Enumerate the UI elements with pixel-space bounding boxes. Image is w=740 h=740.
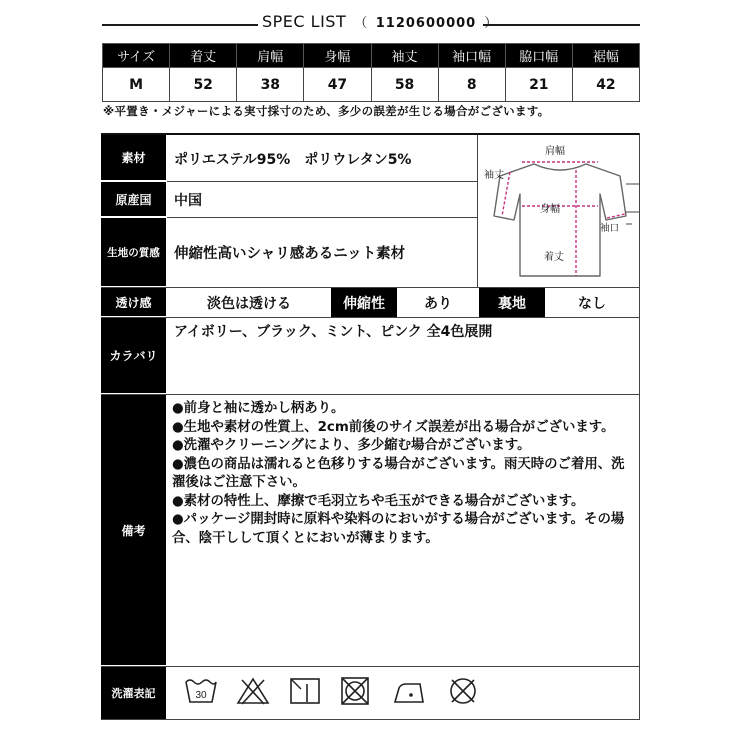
spec-frame-top xyxy=(101,133,640,135)
size-header-cell: 肩幅 xyxy=(237,44,304,68)
remark-item: ●前身と袖に透かし柄あり。 xyxy=(172,401,345,416)
spec-frame-right-bottom xyxy=(639,287,640,720)
size-table-header xyxy=(103,44,640,68)
material-value: ポリエステル95% ポリウレタン5% xyxy=(174,152,412,168)
paren-close: ） xyxy=(484,16,498,31)
spec-frame-bottom xyxy=(101,719,640,720)
wash-temp-label: 30 xyxy=(195,690,207,701)
size-cell: 21 xyxy=(505,68,572,102)
header-rule-left xyxy=(102,24,258,26)
wash-30-icon xyxy=(184,676,218,706)
size-table-row xyxy=(103,68,640,102)
no-tumble-dry-icon xyxy=(338,676,372,706)
size-header-cell: 袖丈 xyxy=(371,44,438,68)
label-sheer: 透け感 xyxy=(101,288,166,316)
iron-low-icon xyxy=(392,676,426,706)
row-divider xyxy=(101,317,640,318)
no-dry-clean-icon xyxy=(446,676,480,706)
row-divider xyxy=(167,217,477,218)
lining-label: 裏地 xyxy=(479,288,545,317)
size-cell: 8 xyxy=(438,68,505,102)
row-divider xyxy=(101,666,640,667)
size-header-cell: 脇口幅 xyxy=(505,44,572,68)
diagram-label-cuff: 袖口 xyxy=(600,223,620,234)
size-cell: 58 xyxy=(371,68,438,102)
sheer-value: 淡色は透ける xyxy=(207,295,291,312)
tshirt-illustration xyxy=(480,136,640,286)
row-divider xyxy=(167,181,477,182)
size-header-cell: 袖口幅 xyxy=(438,44,505,68)
diagram-label-length: 着丈 xyxy=(544,252,564,263)
label-colors: カラバリ xyxy=(101,318,166,393)
size-cell: 52 xyxy=(170,68,237,102)
remark-item: ●濃色の商品は濡れると色移りする場合がございます。雨天時のご着用、洗濯後はご注意下さい。 xyxy=(172,456,625,490)
title-text: SPEC LIST xyxy=(262,12,347,31)
size-cell: 47 xyxy=(304,68,371,102)
diagram-label-body: 身幅 xyxy=(540,204,560,215)
stretch-label: 伸縮性 xyxy=(331,288,397,317)
size-header-cell: 身幅 xyxy=(304,44,371,68)
stretch-value: あり xyxy=(424,295,452,312)
no-bleach-icon xyxy=(236,676,270,706)
diagram-label-shoulder: 肩幅 xyxy=(545,146,565,157)
texture-value: 伸縮性高いシャリ感あるニット素材 xyxy=(174,246,406,262)
product-code: 1120600000 xyxy=(375,16,477,31)
label-remarks: 備考 xyxy=(101,395,166,665)
garment-diagram xyxy=(480,136,640,286)
size-header-cell: 裾幅 xyxy=(572,44,639,68)
remark-item: ●生地や素材の性質上、2cm前後のサイズ誤差が出る場合がございます。 xyxy=(172,419,615,435)
size-header-cell: サイズ xyxy=(103,44,170,68)
paren-open: （ xyxy=(354,16,368,31)
size-cell: 42 xyxy=(572,68,639,102)
size-cell: 38 xyxy=(237,68,304,102)
row-divider xyxy=(101,394,640,395)
origin-value: 中国 xyxy=(174,193,202,209)
label-material: 素材 xyxy=(101,135,166,180)
size-table xyxy=(102,43,640,102)
remarks-list xyxy=(172,400,636,548)
remark-item: ●素材の特性上、摩擦で毛羽立ちや毛玉ができる場合がございます。 xyxy=(172,493,585,509)
remark-item: ●パッケージ開封時に原料や染料のにおいがする場合がございます。その場合、陰干しして頂くとにおいが薄まります。 xyxy=(172,512,625,546)
diagram-divider xyxy=(477,135,478,287)
remark-item: ●洗濯やクリーニングにより、多少縮む場合がございます。 xyxy=(172,438,531,453)
label-texture: 生地の質感 xyxy=(101,218,166,286)
header-rule-right xyxy=(483,24,640,26)
size-note: ※平置き・メジャーによる実寸採寸のため、多少の誤差が生じる場合がございます。 xyxy=(103,104,550,118)
spec-list-title xyxy=(262,12,498,31)
colors-value: アイボリー、ブラック、ミント、ピンク 全4色展開 xyxy=(174,324,493,340)
line-dry-shade-icon xyxy=(288,676,322,706)
lining-value: なし xyxy=(578,295,606,312)
diagram-label-sleeve: 袖丈 xyxy=(484,170,504,181)
size-header-cell: 着丈 xyxy=(170,44,237,68)
label-origin: 原産国 xyxy=(101,182,166,216)
size-cell: M xyxy=(103,68,170,102)
label-care: 洗濯表記 xyxy=(101,667,166,719)
